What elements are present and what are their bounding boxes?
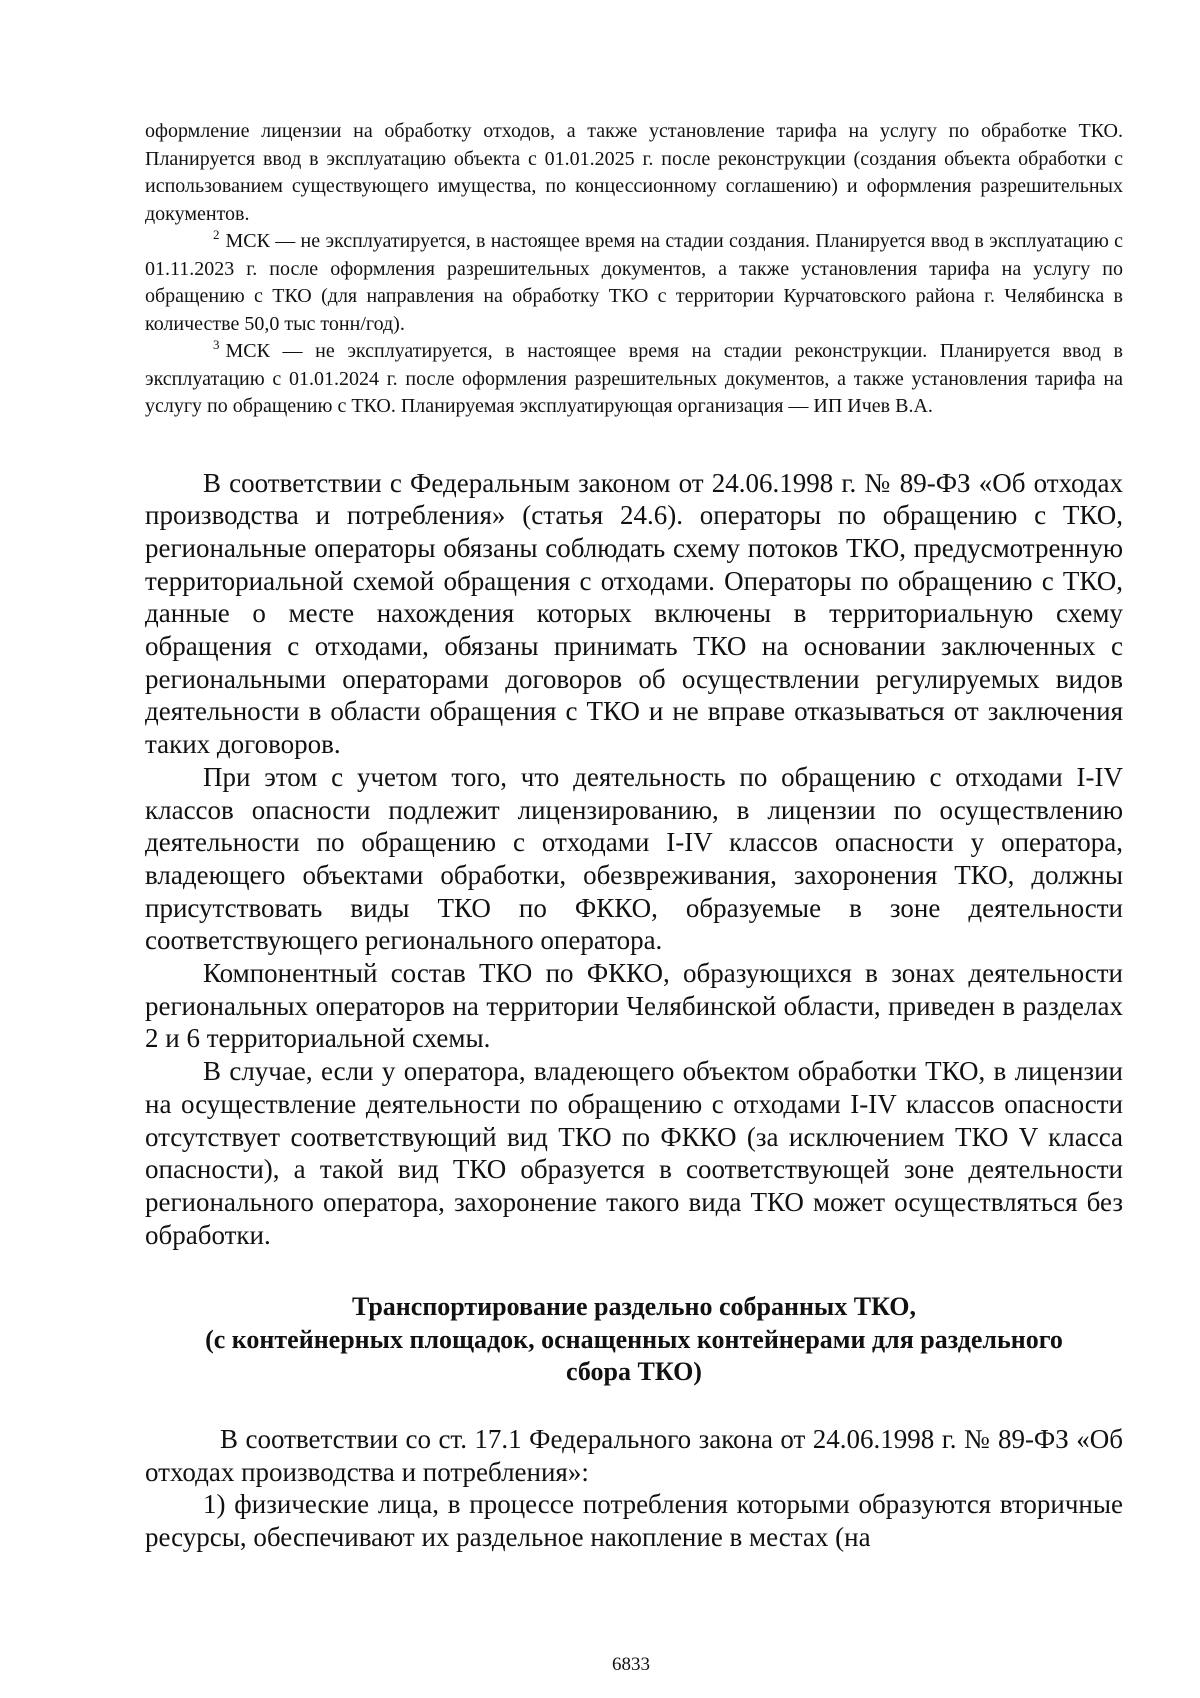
- page-content: [145, 118, 1123, 1554]
- footnote-2-mark: 2: [213, 227, 220, 243]
- paragraph-federal-law: В соответствии с Федеральным законом от 24.06.1998 г. № 89-ФЗ «Об отходах производства и потребления» (статья 24.6). операторы по обращению с ТКО, региональные операторы обязаны соблюдать схему потоков ТКО, предусмотренную территориальной схемой обращения с отходами. Операторы по обращению с ТКО, данные о месте нахождения которых включены в территориальную схему обращения с отходами, обязаны принимать ТКО на основании заключенных с региональными операторами договоров об осуществлении регулируемых видов деятельности в области обращения с ТКО и не вправе отказываться от заключения таких договоров.: [145, 467, 1123, 760]
- footnote-2-text: МСК — не эксплуатируется, в настоящее время на стадии создания. Планируется ввод в эксплуатацию с 01.11.2023 г. после оформления разрешительных документов, а также установления тарифа на услугу по обращению с ТКО (для направления на обработку ТКО с территории Курчатовского района г. Челябинска в количестве 50,0 тыс тонн/год).: [145, 230, 1123, 335]
- footnote-2: [145, 228, 1123, 338]
- main-body: [145, 467, 1123, 1252]
- footnote-3-mark: 3: [213, 337, 220, 353]
- footnote-3: [145, 338, 1123, 421]
- footnotes-block: [145, 118, 1123, 421]
- footnote-3-text: МСК — не эксплуатируется, в настоящее время на стадии реконструкции. Планируется ввод в эксплуатацию с 01.01.2024 г. после оформления разрешительных документов, а также установления тарифа на услугу по обращению с ТКО. Планируемая эксплуатирующая организация — ИП Ичев В.А.: [145, 340, 1123, 417]
- page-number: 6833: [612, 1654, 650, 1675]
- section-heading-line-2: (с контейнерных площадок, оснащенных контейнерами для раздельного: [205, 1324, 1063, 1354]
- paragraph-licensing: При этом с учетом того, что деятельность по обращению с отходами I-IV классов опасности подлежит лицензированию, в лицензии по осуществлению деятельности по обращению с отходами I-IV классов опасности у оператора, владеющего объектами обработки, обезвреживания, захоронения ТКО, должны присутствовать виды ТКО по ФККО, образуемые в зоне деятельности соответствующего регионального оператора.: [145, 761, 1123, 956]
- section-heading-line-1: Транспортирование раздельно собранных ТКО,: [351, 1292, 916, 1322]
- footnote-1-continuation: оформление лицензии на обработку отходов, а также установление тарифа на услугу по обработке ТКО. Планируется ввод в эксплуатацию объекта с 01.01.2025 г. после реконструкции (создания объекта обработки с использованием существующего имущества, по концессионному соглашению) и оформления разрешительных документов.: [145, 120, 1123, 225]
- paragraph-composition: Компонентный состав ТКО по ФККО, образующихся в зонах деятельности региональных операторов на территории Челябинской области, приведен в разделах 2 и 6 территориальной схемы.: [145, 958, 1123, 1054]
- section-heading: [145, 1291, 1123, 1389]
- paragraph-article-17-1: В соответствии со ст. 17.1 Федерального закона от 24.06.1998 г. № 89-ФЗ «Об отходах производства и потребления»:: [145, 1423, 1123, 1487]
- paragraph-exception: В случае, если у оператора, владеющего объектом обработки ТКО, в лицензии на осуществление деятельности по обращению с отходами I-IV классов опасности отсутствует соответствующий вид ТКО по ФККО (за исключением ТКО V класса опасности), а такой вид ТКО образуется в соответствующей зоне деятельности регионального оператора, захоронение такого вида ТКО может осуществляться без обработки.: [145, 1056, 1123, 1250]
- section-heading-line-3: сбора ТКО): [566, 1357, 702, 1387]
- section-body: [145, 1423, 1123, 1554]
- paragraph-item-1: 1) физические лица, в процессе потребления которыми образуются вторичные ресурсы, обеспечивают их раздельное накопление в местах (на: [145, 1489, 1123, 1552]
